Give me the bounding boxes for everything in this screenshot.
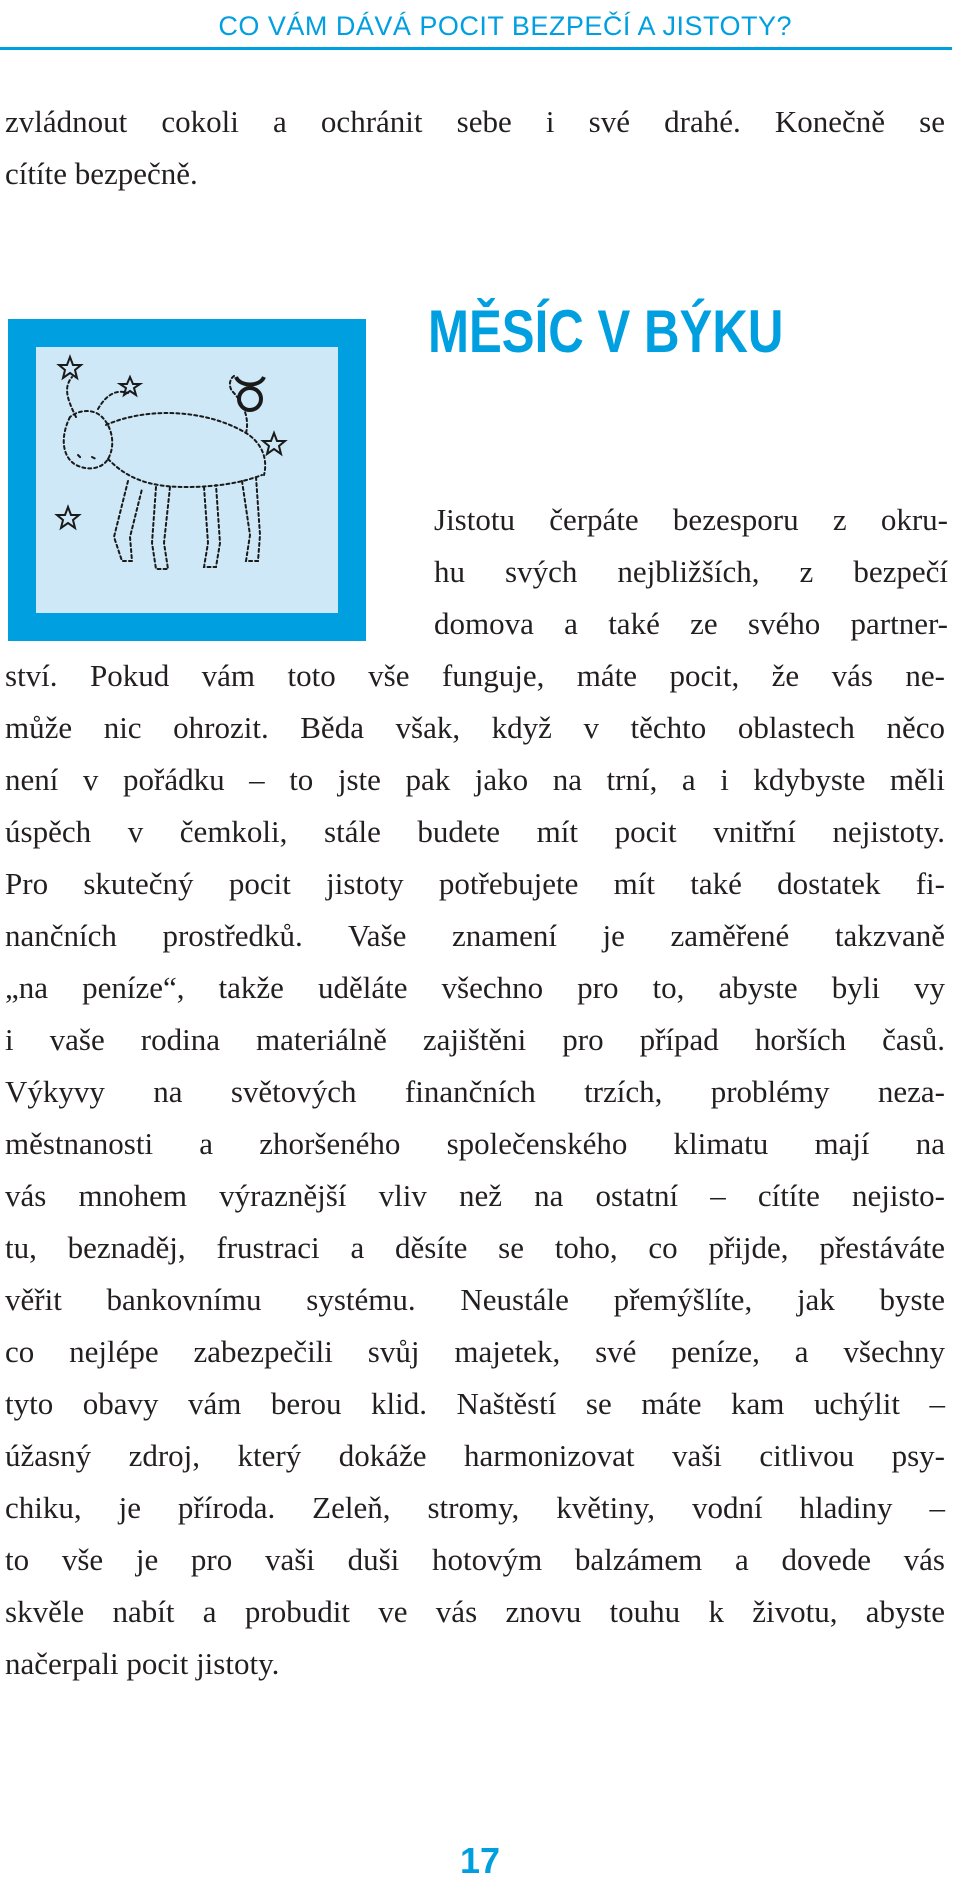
taurus-bull-illustration: [36, 347, 338, 613]
wrapped-paragraph-start: [434, 494, 948, 650]
main-paragraph: [5, 650, 945, 1690]
text-line: městnanosti a zhoršeného společenského klimatu mají na: [5, 1126, 945, 1161]
text-line: ství. Pokud vám toto vše funguje, máte pocit, že vás ne-: [5, 658, 945, 693]
text-line: cítíte bezpečně.: [5, 156, 198, 191]
text-line: nančních prostředků. Vaše znamení je zaměřené takzvaně: [5, 918, 945, 953]
text-line: načerpali pocit jistoty.: [5, 1646, 280, 1681]
text-line: Pro skutečný pocit jistoty potřebujete mít také dostatek fi-: [5, 866, 945, 901]
page-number: 17: [459, 1840, 501, 1881]
intro-paragraph: [5, 96, 945, 200]
text-line: Výkyvy na světových finančních trzích, problémy neza-: [5, 1074, 945, 1109]
chapter-title: MĚSÍC V BÝKU: [428, 298, 784, 365]
text-line: „na peníze“, takže uděláte všechno pro to, abyste byli vy: [5, 970, 945, 1005]
text-line: co nejlépe zabezpečili svůj majetek, své peníze, a všechny: [5, 1334, 945, 1369]
running-header: CO VÁM DÁVÁ POCIT BEZPEČÍ A JISTOTY?: [0, 0, 952, 50]
text-line: věřit bankovnímu systému. Neustále přemýšlíte, jak byste: [5, 1282, 945, 1317]
text-line: hu svých nejbližších, z bezpečí: [434, 554, 948, 589]
text-line: chiku, je příroda. Zeleň, stromy, květiny, vodní hladiny –: [5, 1490, 945, 1525]
text-line: i vaše rodina materiálně zajištěni pro případ horších časů.: [5, 1022, 945, 1057]
text-line: úspěch v čemkoli, stále budete mít pocit vnitřní nejistoty.: [5, 814, 945, 849]
text-line: úžasný zdroj, který dokáže harmonizovat vaši citlivou psy-: [5, 1438, 945, 1473]
text-line: zvládnout cokoli a ochránit sebe i své drahé. Konečně se: [5, 104, 945, 139]
taurus-symbol-icon: [236, 377, 264, 410]
text-line: tu, beznaděj, frustraci a děsíte se toho, co přijde, přestáváte: [5, 1230, 945, 1265]
text-line: domova a také ze svého partner-: [434, 606, 948, 641]
text-line: vás mnohem výraznější vliv než na ostatní – cítíte nejisto-: [5, 1178, 945, 1213]
text-line: Jistotu čerpáte bezesporu z okru-: [434, 502, 948, 537]
text-line: tyto obavy vám berou klid. Naštěstí se máte kam uchýlit –: [5, 1386, 945, 1421]
text-line: skvěle nabít a probudit ve vás znovu touhu k životu, abyste: [5, 1594, 945, 1629]
text-line: může nic ohrozit. Běda však, když v těchto oblastech něco: [5, 710, 945, 745]
text-line: to vše je pro vaši duši hotovým balzámem a dovede vás: [5, 1542, 945, 1577]
zodiac-figure-background: [36, 347, 338, 613]
zodiac-figure-frame: [8, 319, 366, 641]
text-line: není v pořádku – to jste pak jako na trní, a i kdybyste měli: [5, 762, 945, 797]
